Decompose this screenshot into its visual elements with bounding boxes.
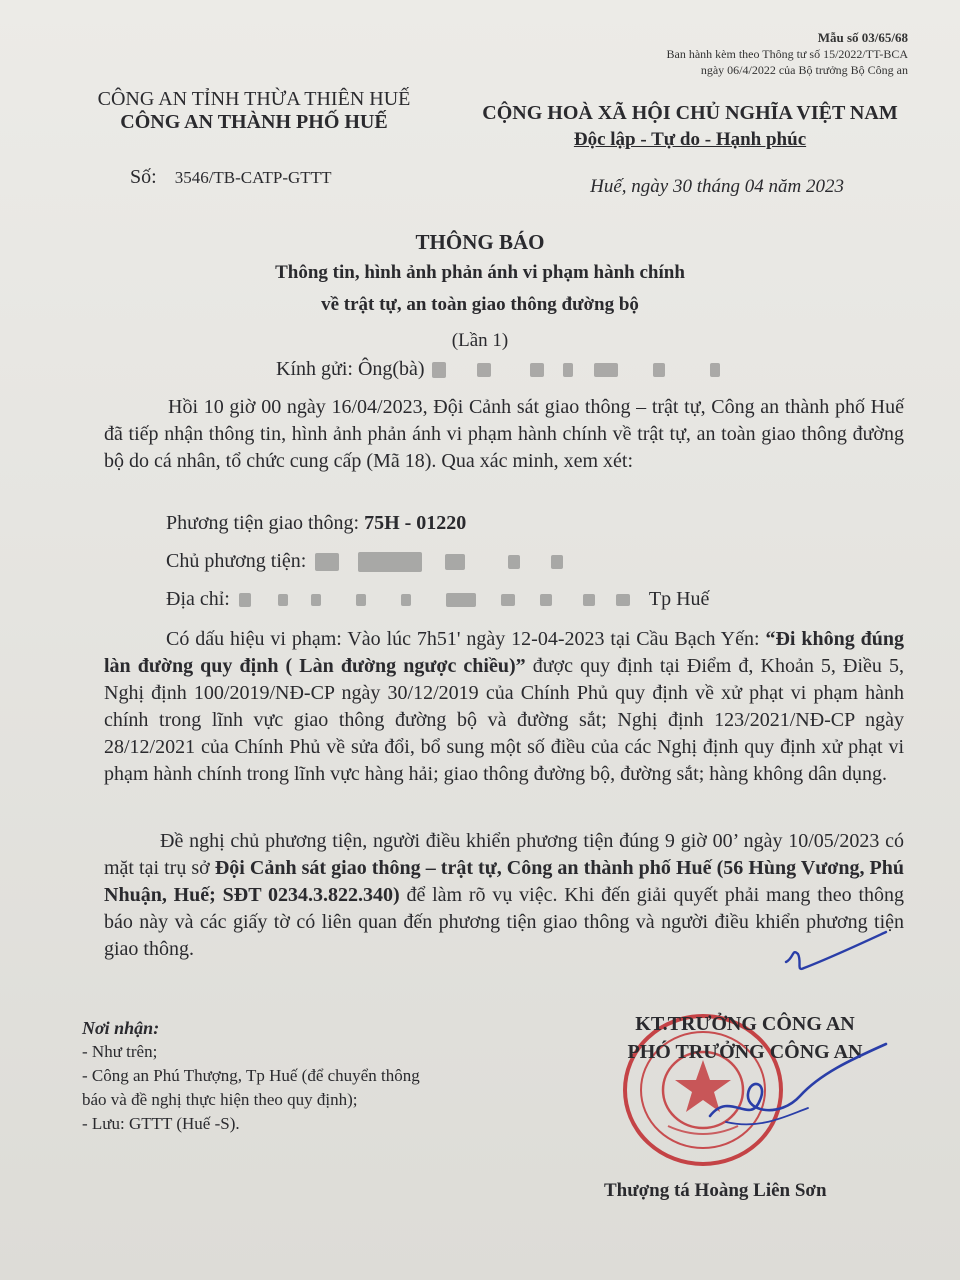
address-city: Tp Huế: [648, 588, 710, 610]
redacted-address: [239, 593, 251, 607]
place-date: Huế, ngày 30 tháng 04 năm 2023: [590, 176, 844, 197]
redacted-name: [653, 363, 665, 377]
vehicle-field: [166, 512, 466, 535]
vehicle-label: Phương tiện giao thông:: [166, 512, 360, 534]
issuing-agency: [64, 88, 444, 134]
violation-description: “Đi không đúng làn đường quy định ( Làn đường ngược chiều)”: [104, 628, 904, 677]
redacted-name: [477, 363, 491, 377]
document-number-value: 3546/TB-CATP-GTTT: [174, 168, 332, 187]
redacted-name: [563, 363, 573, 377]
redacted-name: [594, 363, 618, 377]
redacted-address: [540, 594, 552, 606]
redacted-address: [278, 594, 288, 606]
signer-name: Thượng tá Hoàng Liên Sơn: [604, 1180, 827, 1201]
redacted-owner: [358, 552, 422, 572]
address-label: Địa chỉ:: [166, 588, 230, 610]
redacted-address: [356, 594, 366, 606]
ink-mark-icon: [780, 918, 890, 978]
nation-motto: Độc lập - Tự do - Hạnh phúc: [573, 129, 807, 150]
violation-legal-basis: được quy định tại Điểm đ, Khoản 5, Điều 5, Nghị định 100/2019/NĐ-CP ngày 30/12/2019 của Chính Phủ quy định về xử phạt vi phạm hành chính trong lĩnh vực giao thông đường bộ và đường sắt; Nghị định 123/2021/NĐ-CP ngày 28/12/2021 của Chính Phủ về sửa đổi, bổ sung một số điều của các Nghị định quy định xử phạt vi phạm hành chính trong lĩnh vực hàng hải; giao thông đường bộ, đường sắt; hàng không dân dụng.: [104, 655, 904, 785]
nation-name: CỘNG HOÀ XÃ HỘI CHỦ NGHĨA VIỆT NAM: [482, 102, 898, 124]
agency-parent: CÔNG AN TỈNH THỪA THIÊN HUẾ: [97, 88, 411, 110]
signature-title-1: KT.TRƯỞNG CÔNG AN: [635, 1013, 855, 1035]
document-number-label: Số:: [130, 166, 157, 188]
owner-label: Chủ phương tiện:: [166, 550, 307, 572]
document-title: THÔNG BÁO: [415, 230, 545, 254]
request-lead: Đề nghị chủ phương tiện, người điều khiển phương tiện đúng 9 giờ 00’ ngày 10/05/2023 có mặt tại trụ sở: [104, 830, 904, 879]
form-code: [667, 30, 909, 78]
recipient-line: [276, 358, 720, 381]
document-subtitle-2: về trật tự, an toàn giao thông đường bộ: [321, 294, 639, 315]
redacted-owner: [315, 553, 339, 571]
handwritten-signature-icon: [690, 1030, 890, 1160]
request-office: Đội Cảnh sát giao thông – trật tự, Công an thành phố Huế (56 Hùng Vương, Phú Nhuận, Huế; SĐT 0234.3.822.340): [104, 857, 904, 906]
document-round: (Lần 1): [451, 330, 509, 351]
owner-field: [166, 550, 563, 573]
redacted-address: [501, 594, 515, 606]
redacted-owner: [445, 554, 465, 570]
redacted-address: [401, 594, 411, 606]
paragraph-intro: Hồi 10 giờ 00 ngày 16/04/2023, Đội Cảnh sát giao thông – trật tự, Công an thành phố Huế đã tiếp nhận thông tin, hình ảnh phản ánh vi phạm hành chính về trật tự, an toàn giao thông đường bộ do cá nhân, tổ chức cung cấp (Mã 18). Qua xác minh, xem xét:: [104, 396, 904, 472]
form-code-number: Mẫu số 03/65/68: [817, 30, 908, 45]
national-header: [460, 102, 920, 151]
form-code-issued: Ban hành kèm theo Thông tư số 15/2022/TT-BCA: [666, 47, 908, 61]
recipients-block: [82, 1016, 420, 1136]
recipients-heading: Nơi nhận:: [82, 1018, 160, 1038]
redacted-owner: [551, 555, 563, 569]
request-rest: để làm rõ vụ việc. Khi đến giải quyết phải mang theo thông báo này và các giấy tờ có liên quan đến phương tiện giao thông và người điều khiển phương tiện giao thông.: [104, 884, 905, 960]
form-code-date: ngày 06/4/2022 của Bộ trưởng Bộ Công an: [700, 63, 908, 77]
recipient-item: - Công an Phú Thượng, Tp Huế (để chuyển thông: [82, 1066, 420, 1085]
redacted-address: [446, 593, 476, 607]
redacted-name: [432, 362, 446, 378]
agency-unit: CÔNG AN THÀNH PHỐ HUẾ: [120, 111, 388, 133]
recipient-item: - Như trên;: [82, 1042, 158, 1061]
recipient-item: - Lưu: GTTT (Huế -S).: [82, 1114, 240, 1133]
redacted-address: [311, 594, 321, 606]
document-number: [130, 166, 331, 189]
vehicle-plate: 75H - 01220: [364, 512, 467, 534]
paragraph-violation: [104, 626, 904, 788]
redacted-address: [583, 594, 595, 606]
signature-title-2: PHÓ TRƯỞNG CÔNG AN: [627, 1041, 863, 1063]
violation-lead: Có dấu hiệu vi phạm: Vào lúc 7h51' ngày 12-04-2023 tại Cầu Bạch Yến:: [166, 628, 766, 650]
redacted-address: [616, 594, 630, 606]
address-field: [166, 588, 709, 611]
recipient-item: báo và đề nghị thực hiện theo quy định);: [82, 1090, 358, 1109]
redacted-owner: [508, 555, 520, 569]
redacted-name: [710, 363, 720, 377]
recipient-label: Kính gửi: Ông(bà): [276, 358, 425, 380]
document-subtitle-1: Thông tin, hình ảnh phản ánh vi phạm hành chính: [275, 262, 685, 283]
redacted-name: [530, 363, 544, 377]
